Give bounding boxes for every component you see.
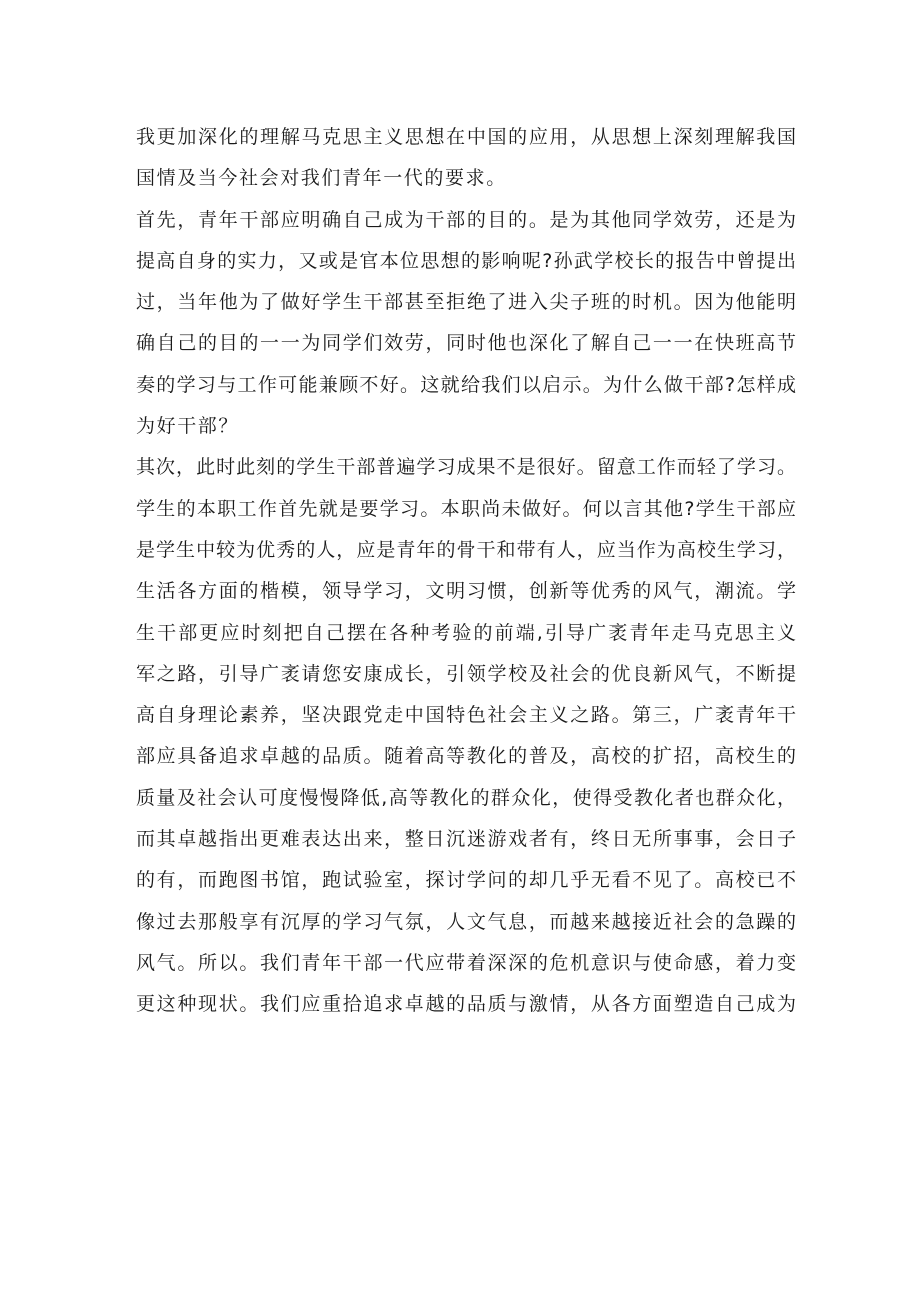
- text-line-21: 风气。所以。我们青年干部一代应带着深深的危机意识与使命感，着力变: [136, 951, 796, 974]
- text-line-2: 国情及当今社会对我们青年一代的要求。: [136, 167, 507, 190]
- text-line-16: 部应具备追求卓越的品质。随着高等教化的普及，高校的扩招，高校生的: [136, 745, 796, 768]
- text-line-1: 我更加深化的理解马克思主义思想在中国的应用，从思想上深刻理解我国: [136, 126, 796, 148]
- text-line-18: 而其卓越指出更难表达出来，整日沉迷游戏者有，终日无所事事，会日子: [136, 828, 796, 851]
- body-text: [136, 117, 796, 1026]
- text-line-14: 军之路，引导广袤请您安康成长，引领学校及社会的优良新风气，不断提: [136, 662, 796, 685]
- text-line-12: 生活各方面的楷模，领导学习，文明习惯，创新等优秀的风气，潮流。学: [136, 580, 796, 603]
- text-line-8: 为好干部？: [136, 415, 240, 438]
- text-line-6: 确自己的目的一一为同学们效劳，同时他也深化了解自己一一在快班高节: [136, 332, 796, 355]
- text-line-11: 是学生中较为优秀的人，应是青年的骨干和带有人，应当作为高校生学习，: [136, 538, 796, 561]
- text-line-3: 首先，青年干部应明确自己成为干部的目的。是为其他同学效劳，还是为: [136, 208, 796, 231]
- text-line-19: 的有，而跑图书馆，跑试验室，探讨学问的却几乎无看不见了。高校已不: [136, 869, 796, 892]
- text-line-5: 过，当年他为了做好学生干部甚至拒绝了进入尖子班的时机。因为他能明: [136, 291, 796, 314]
- text-line-10: 学生的本职工作首先就是要学习。本职尚未做好。何以言其他?学生干部应: [136, 497, 796, 520]
- text-line-22: 更这种现状。我们应重拾追求卓越的品质与激情，从各方面塑造自己成为: [136, 993, 796, 1016]
- text-line-4: 提高自身的实力，又或是官本位思想的影响呢?孙武学校长的报告中曾提出: [136, 249, 796, 272]
- text-line-17: 质量及社会认可度慢慢降低,高等教化的群众化，使得受教化者也群众化，: [136, 786, 796, 809]
- text-line-7: 奏的学习与工作可能兼顾不好。这就给我们以启示。为什么做干部?怎样成: [136, 373, 796, 396]
- text-line-15: 高自身理论素养，坚决跟党走中国特色社会主义之路。第三，广袤青年干: [136, 704, 796, 727]
- text-line-20: 像过去那般享有沉厚的学习气氛，人文气息，而越来越接近社会的急躁的: [136, 910, 796, 933]
- text-line-13: 生干部更应时刻把自己摆在各种考验的前端,引导广袤青年走马克思主义: [136, 621, 796, 644]
- text-line-9: 其次，此时此刻的学生干部普遍学习成果不是很好。留意工作而轻了学习。: [136, 456, 796, 479]
